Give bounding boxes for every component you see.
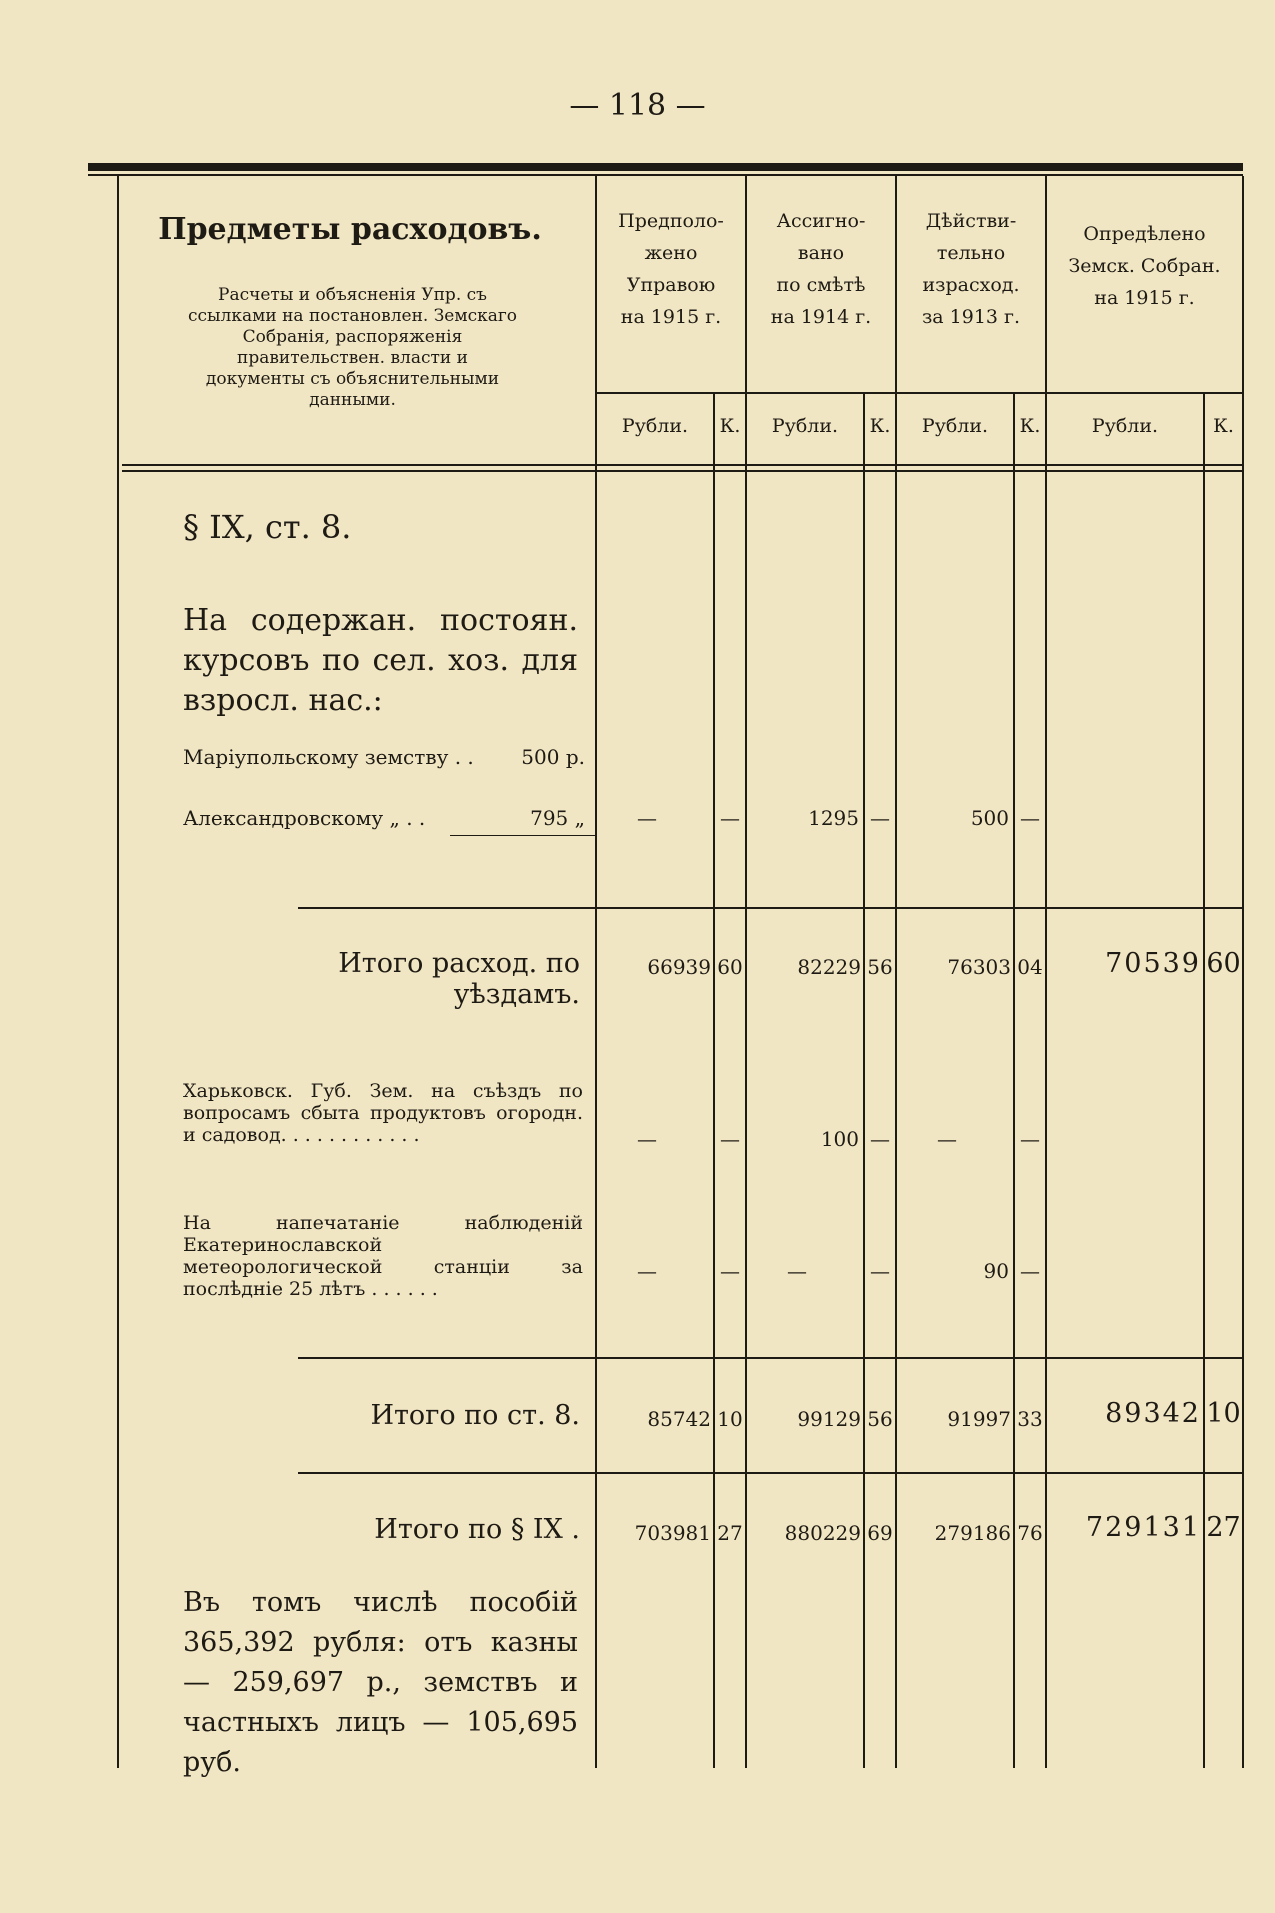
unit-rub-2: Рубли. bbox=[771, 415, 839, 437]
total-art8-c4-rub: 89342 bbox=[1105, 1398, 1201, 1429]
section-lead: На содержан. постоян. курсовъ по сел. хоз. для взросл. нас.: bbox=[183, 603, 578, 718]
total-sec9-c4-kop: 27 bbox=[1206, 1512, 1241, 1543]
column-header-assigned: Ассигно- вано по смѣтѣ на 1914 г. bbox=[770, 210, 872, 328]
total-districts-c1-rub: 66939 bbox=[647, 955, 711, 979]
item-name-alexandrovsk: Александровскому „ . . bbox=[183, 806, 426, 830]
printing-c2-rub: — bbox=[787, 1259, 807, 1283]
congress-c2-kop: — bbox=[870, 1127, 890, 1151]
total-districts-c2-kop: 56 bbox=[867, 955, 893, 979]
printing-c1-rub: — bbox=[637, 1259, 657, 1283]
page-number: — 118 — bbox=[569, 88, 706, 123]
total-art8-c2-rub: 99129 bbox=[797, 1407, 861, 1431]
unit-rub-3: Рубли. bbox=[921, 415, 989, 437]
column-header-spent: Дѣйстви- тельно израсход. за 1913 г. bbox=[921, 210, 1021, 328]
total-art8-c3-kop: 33 bbox=[1017, 1407, 1043, 1431]
unit-kop-2: К. bbox=[869, 415, 891, 437]
column-header-proposed: Предполо- жено Управою на 1915 г. bbox=[618, 210, 724, 328]
header-title: Предметы расходовъ. bbox=[158, 212, 542, 247]
total-districts-c2-rub: 82229 bbox=[797, 955, 861, 979]
total-art8-c3-rub: 91997 bbox=[947, 1407, 1011, 1431]
printing-c3-kop: — bbox=[1020, 1259, 1040, 1283]
section-heading: § IX, ст. 8. bbox=[183, 508, 352, 546]
courses-c3-kop: — bbox=[1020, 806, 1040, 830]
total-art8-c2-kop: 56 bbox=[867, 1407, 893, 1431]
total-sec9-c3-kop: 76 bbox=[1017, 1521, 1043, 1545]
congress-c1-rub: — bbox=[637, 1127, 657, 1151]
total-districts-c3-kop: 04 bbox=[1017, 955, 1043, 979]
top-thick-rule bbox=[88, 163, 1243, 171]
total-art8-c1-kop: 10 bbox=[717, 1407, 743, 1431]
courses-c2-rub: 1295 bbox=[808, 806, 859, 830]
item-amount-mariupol: 500 р. bbox=[521, 745, 585, 769]
courses-c1-rub: — bbox=[637, 806, 657, 830]
total-sec9-label: Итого по § IX . bbox=[374, 1514, 580, 1545]
printing-c3-rub: 90 bbox=[983, 1259, 1009, 1283]
unit-kop-3: К. bbox=[1019, 415, 1041, 437]
subsidies-note: Въ томъ числѣ пособій 365,392 рубля: отъ казны — 259,697 р., земствъ и частныхъ лицъ — 105,695 руб. bbox=[183, 1587, 578, 1778]
congress-label: Харьковск. Губ. Зем. на съѣздъ по вопросамъ сбыта продуктовъ огородн. и садовод. . . . . . . . . . . . bbox=[183, 1080, 583, 1146]
congress-c3-kop: — bbox=[1020, 1127, 1040, 1151]
congress-c1-kop: — bbox=[720, 1127, 740, 1151]
courses-c2-kop: — bbox=[870, 806, 890, 830]
total-art8-c1-rub: 85742 bbox=[647, 1407, 711, 1431]
congress-c3-rub: — bbox=[937, 1127, 957, 1151]
item-name-mariupol: Маріупольскому земству . . bbox=[183, 745, 474, 769]
item-amount-alexandrovsk: 795 „ bbox=[530, 806, 585, 830]
printing-label: На напечатаніе наблюденій Екатеринославской метеорологической станціи за послѣдніе 25 лѣтъ . . . . . . bbox=[183, 1212, 583, 1300]
unit-rub-4: Рубли. bbox=[1091, 415, 1159, 437]
column-header-determined: Опредѣлено Земск. Собран. на 1915 г. bbox=[1068, 223, 1221, 309]
total-districts-c4-rub: 70539 bbox=[1105, 948, 1201, 979]
unit-kop-1: К. bbox=[719, 415, 741, 437]
unit-kop-4: К. bbox=[1213, 415, 1234, 437]
congress-c2-rub: 100 bbox=[820, 1127, 859, 1151]
courses-c1-kop: — bbox=[720, 806, 740, 830]
total-districts-label: Итого расход. по уѣздамъ. bbox=[338, 948, 580, 1010]
courses-c3-rub: 500 bbox=[970, 806, 1009, 830]
total-sec9-c1-kop: 27 bbox=[717, 1521, 743, 1545]
total-districts-c3-rub: 76303 bbox=[947, 955, 1011, 979]
printing-c1-kop: — bbox=[720, 1259, 740, 1283]
total-districts-c1-kop: 60 bbox=[717, 955, 743, 979]
unit-rub-1: Рубли. bbox=[621, 415, 689, 437]
total-sec9-c1-rub: 703981 bbox=[634, 1521, 711, 1545]
total-districts-c4-kop: 60 bbox=[1206, 948, 1241, 979]
total-art8-c4-kop: 10 bbox=[1206, 1398, 1241, 1429]
total-sec9-c2-kop: 69 bbox=[867, 1521, 893, 1545]
top-thin-rule bbox=[88, 174, 1243, 176]
total-sec9-c4-rub: 729131 bbox=[1085, 1512, 1201, 1543]
total-sec9-c2-rub: 880229 bbox=[784, 1521, 861, 1545]
total-art8-label: Итого по ст. 8. bbox=[370, 1400, 580, 1431]
header-description: Расчеты и объясненія Упр. съ ссылками на постановлен. Земскаго Собранія, распоряженія правительствен. власти и документы съ объяснительными данными. bbox=[187, 285, 518, 410]
total-sec9-c3-rub: 279186 bbox=[934, 1521, 1011, 1545]
printing-c2-kop: — bbox=[870, 1259, 890, 1283]
